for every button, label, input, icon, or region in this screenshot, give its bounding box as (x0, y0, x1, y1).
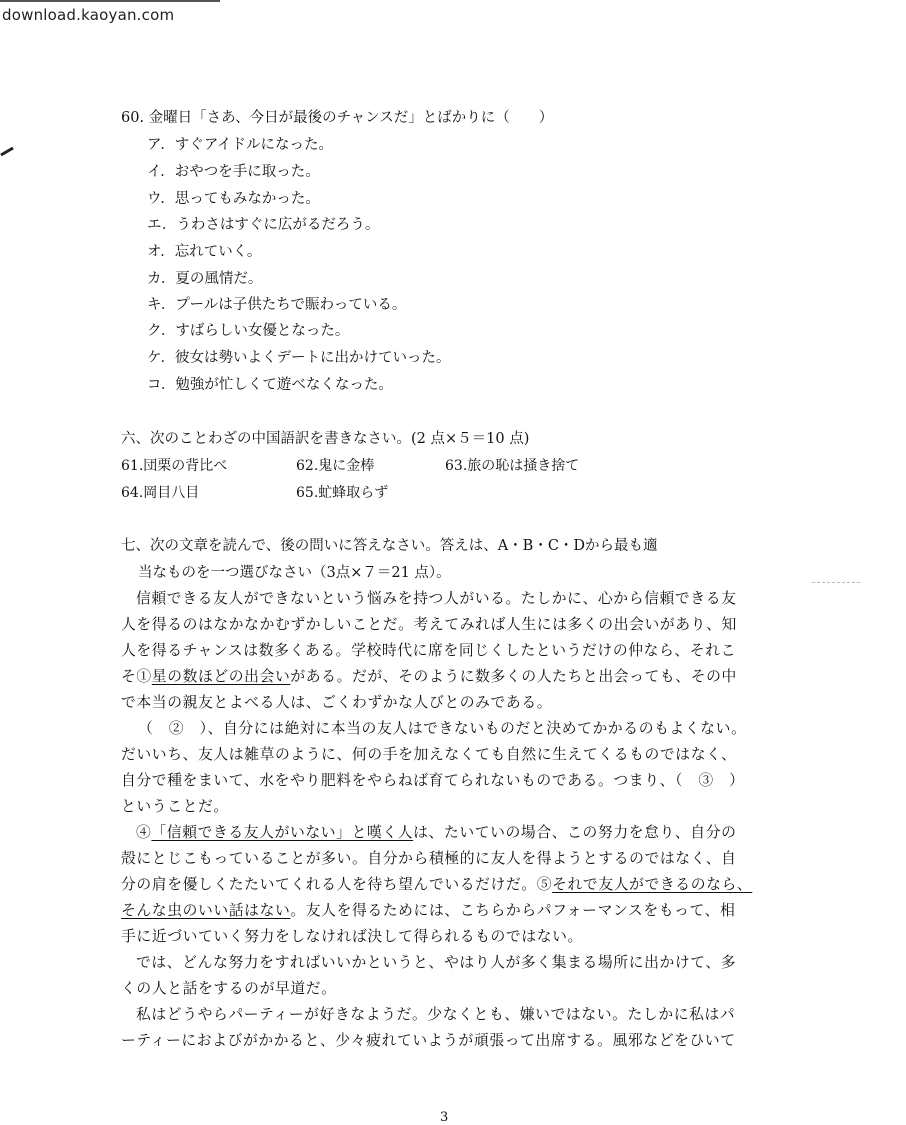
option-o: オ．忘れていく。 (147, 244, 262, 260)
option-ka: カ．夏の風情だ。 (147, 271, 263, 287)
passage-line: 手に近づいていく努力をしなければ決して得られるものではない。 (121, 928, 583, 945)
section6-heading: 六、次のことわざの中国語訳を書きなさい。(2 点×５＝10 点) (121, 431, 530, 447)
passage-line: ーティーにおよびがかかると、少々疲れていようが頑張って出席する。風邪などをひいて (121, 1032, 736, 1049)
option-e: エ．うわさはすぐに広がるだろう。 (147, 217, 380, 233)
question-60-stem: 60. 金曜日「さあ、今日が最後のチャンスだ」とばかりに（ ） (121, 110, 554, 126)
passage-text: そ① (121, 668, 152, 685)
passage-text: ④ (136, 824, 152, 841)
passage-text: は、たいていの場合、この努力を怠り、自分の (413, 824, 737, 841)
passage-line (121, 668, 737, 686)
passage-line: 殻にとじこもっていることが多い。自分から積極的に友人を得ようとするのではなく、自 (121, 850, 737, 867)
underlined-phrase-1: 星の数ほどの出会い (151, 668, 291, 685)
underlined-phrase-5: それで友人ができるのなら、 (552, 876, 753, 893)
option-ku: ク．すばらしい女優となった。 (147, 323, 350, 339)
proverb-63: 63.旅の恥は掻き捨て (445, 458, 580, 474)
underlined-phrase-5-cont: そんな虫のいい話はない (121, 902, 291, 919)
page-number: 3 (440, 1110, 449, 1125)
passage-text: がある。だが、そのように数多くの人たちと出会っても、その中 (290, 668, 737, 685)
underlined-phrase-4: 「信頼できる友人がいない」と嘆く人 (151, 824, 414, 841)
scan-artifact-dots (812, 582, 860, 587)
section7-heading-line1: 七、次の文章を読んで、後の問いに答えなさい。答えは、A・B・C・Dから最も適 (121, 538, 658, 554)
passage-line: ということだ。 (121, 798, 229, 815)
passage-text: 。友人を得るためには、こちらからパフォーマンスをもって、相 (290, 902, 736, 919)
passage-line: 人を得るのはなかなかむずかしいことだ。考えてみれば人生には多くの出会いがあり、知 (121, 616, 737, 633)
passage-line: 人を得るチャンスは数多くある。学校時代に席を同じくしたというだけの仲なら、それこ (121, 642, 736, 659)
section7-heading-line2: 当なものを一つ選びなさい（3点×７＝21 点）。 (138, 565, 451, 581)
passage-line: だいいち、友人は雑草のように、何の手を加えなくても自然に生えてくるものではなく、 (121, 746, 737, 763)
passage-line: では、どんな努力をすればいいかというと、やはり人が多く集まる場所に出かけて、多 (136, 954, 737, 971)
option-ko: コ．勉強が忙しくて遊べなくなった。 (147, 377, 393, 393)
option-ke: ケ．彼女は勢いよくデートに出かけていった。 (147, 350, 451, 366)
option-ki: キ．プールは子供たちで賑わっている。 (147, 297, 407, 313)
passage-line (121, 902, 735, 920)
option-i: イ．おやつを手に取った。 (147, 164, 320, 180)
passage-line: 自分で種をまいて、水をやり肥料をやらねば育てられないものである。つまり、（ ③ ） (121, 772, 745, 789)
scan-artifact-left (0, 147, 14, 157)
passage-line: で本当の親友とよべる人は、ごくわずかな人びとのみである。 (121, 694, 553, 711)
passage-line: （ ② ）、自分には絶対に本当の友人はできないものだと決めてかかるのもよくない。 (138, 720, 747, 737)
proverb-62: 62.鬼に金棒 (296, 458, 375, 474)
passage-line: 信頼できる友人ができないという悩みを持つ人がいる。たしかに、心から信頼できる友 (136, 590, 737, 607)
option-u: ウ．思ってもみなかった。 (147, 191, 320, 207)
passage-line (121, 876, 752, 894)
passage-line (136, 824, 737, 842)
proverb-65: 65.虻蜂取らず (296, 485, 389, 501)
passage-line: くの人と話をするのが早道だ。 (121, 980, 337, 997)
option-a: ア．すぐアイドルになった。 (147, 137, 334, 153)
proverb-61: 61.団栗の背比べ (121, 458, 228, 474)
proverb-64: 64.岡目八目 (121, 485, 200, 501)
passage-line: 私はどうやらパーティーが好きなようだ。少なくとも、嫌いではない。たしかに私はパ (136, 1006, 736, 1023)
passage-text: 分の肩を優しくたたいてくれる人を待ち望んでいるだけだ。⑤ (121, 876, 553, 893)
watermark: download.kaoyan.com (2, 6, 175, 24)
